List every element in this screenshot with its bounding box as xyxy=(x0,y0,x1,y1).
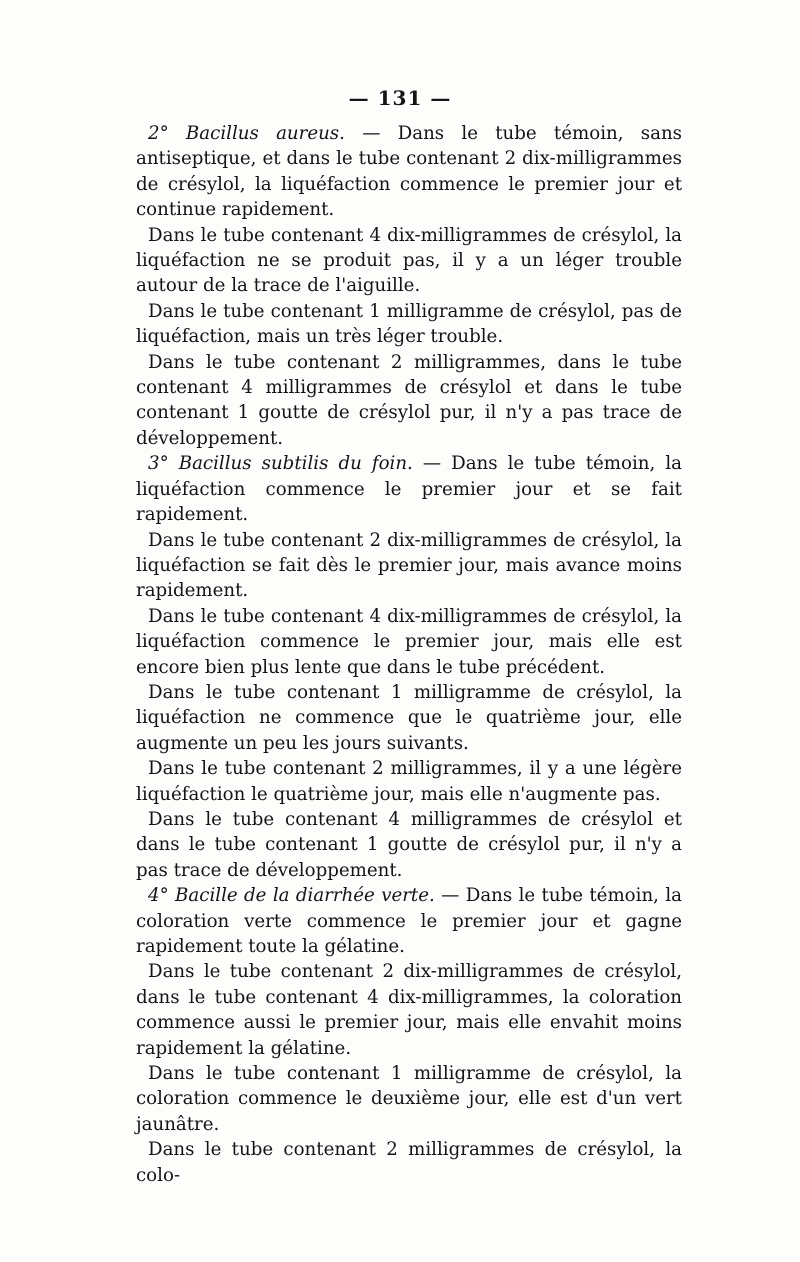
paragraph xyxy=(136,223,682,299)
paragraph xyxy=(136,528,682,604)
paragraph-text: — Dans le tube témoin, la coloration verte commence le premier jour et gagne rapidement toute la gélatine. xyxy=(136,885,682,957)
paragraph-text: — Dans le tube témoin, sans antiseptique, et dans le tube contenant 2 dix-milligrammes de crésylol, la liquéfaction commence le premier jour et continue rapidement. xyxy=(136,123,682,221)
paragraph xyxy=(136,121,682,223)
paragraph xyxy=(136,883,682,959)
paragraph xyxy=(136,756,682,807)
paragraph xyxy=(136,604,682,680)
section-heading: 3° Bacillus subtilis du foin. xyxy=(148,453,413,475)
paragraph xyxy=(136,1061,682,1137)
section-heading: 2° Bacillus aureus. xyxy=(148,123,345,144)
paragraph-text: Dans le tube contenant 2 milligrammes de crésylol, la colo- xyxy=(136,1139,682,1186)
paragraph-text: Dans le tube contenant 2 dix-milligrammes de crésylol, dans le tube contenant 4 dix-milligrammes, la coloration commence aussi le premier jour, mais elle envahit moins rapidement la gélatine. xyxy=(136,961,682,1059)
paragraph-text: Dans le tube contenant 4 dix-milligrammes de crésylol, la liquéfaction commence le premier jour, mais elle est encore bien plus lente que dans le tube précédent. xyxy=(136,605,682,678)
paragraph-text: Dans le tube contenant 2 dix-milligrammes de crésylol, la liquéfaction se fait dès le premier jour, mais avance moins rapidement. xyxy=(136,529,682,602)
paragraph-text: Dans le tube contenant 2 milligrammes, il y a une légère liquéfaction le quatrième jour, mais elle n'augmente pas. xyxy=(136,758,682,805)
section-heading: 4° Bacille de la diarrhée verte. xyxy=(148,885,435,907)
paragraph xyxy=(136,350,682,452)
paragraph xyxy=(136,451,682,527)
body-text xyxy=(136,121,682,1188)
paragraph xyxy=(136,299,682,350)
paragraph-text: — Dans le tube témoin, la liquéfaction commence le premier jour et se fait rapidement. xyxy=(136,453,682,526)
paragraph xyxy=(136,680,682,756)
paragraph-text: Dans le tube contenant 2 milligrammes, dans le tube contenant 4 milligrammes de crésylol et dans le tube contenant 1 goutte de crésylol pur, il n'y a pas trace de développement. xyxy=(136,351,682,449)
paragraph-text: Dans le tube contenant 4 milligrammes de crésylol et dans le tube contenant 1 goutte de crésylol pur, il n'y a pas trace de développement. xyxy=(136,808,682,881)
paragraph xyxy=(136,959,682,1061)
paragraph-text: Dans le tube contenant 1 milligramme de crésylol, la liquéfaction ne commence que le quatrième jour, elle augmente un peu les jours suivants. xyxy=(136,681,682,754)
paragraph-text: Dans le tube contenant 1 milligramme de crésylol, pas de liquéfaction, mais un très léger trouble. xyxy=(136,300,682,348)
page-number: — 131 — xyxy=(348,86,452,110)
paragraph xyxy=(136,1137,682,1188)
paragraph-text: Dans le tube contenant 1 milligramme de crésylol, la coloration commence le deuxième jour, elle est d'un vert jaunâtre. xyxy=(136,1063,682,1135)
paragraph xyxy=(136,807,682,883)
paragraph-text: Dans le tube contenant 4 dix-milligrammes de crésylol, la liquéfaction ne se produit pas, il y a un léger trouble autour de la trace de l'aiguille. xyxy=(136,224,682,297)
